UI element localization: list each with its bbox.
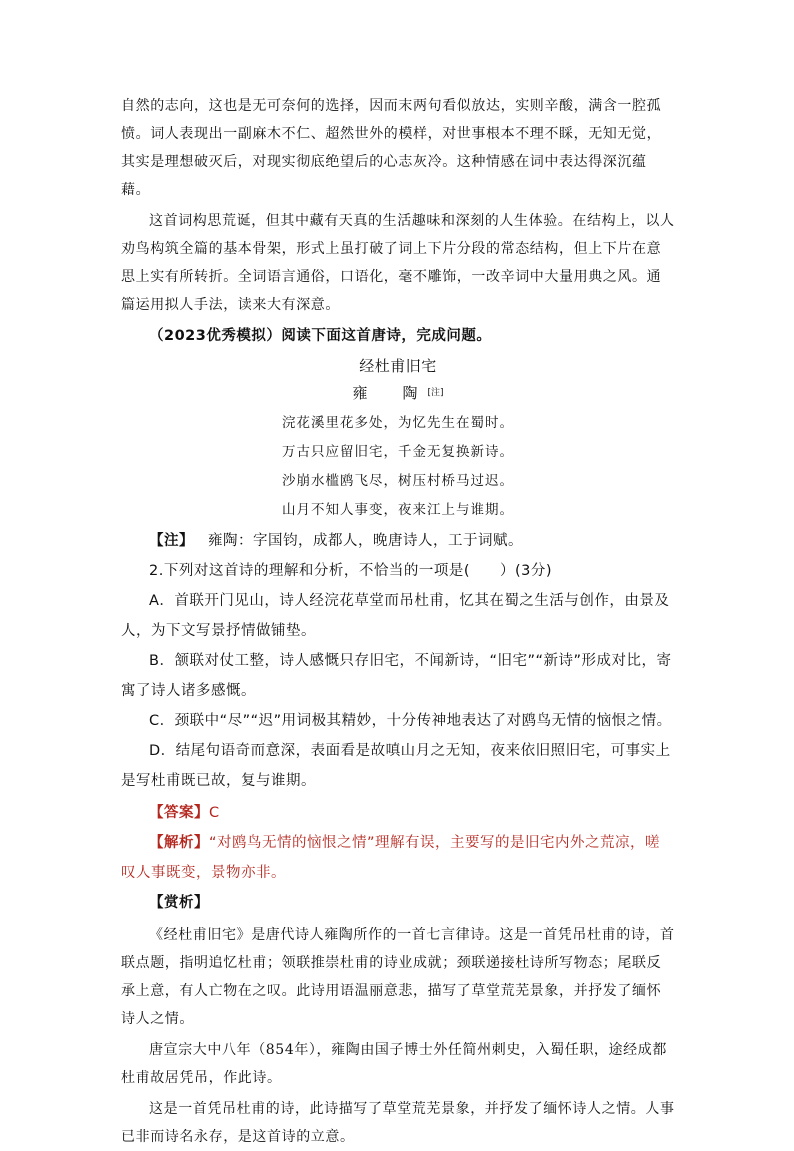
note-text: 雍陶：字国钧，成都人，晚唐诗人，工于词赋。 [208, 533, 523, 549]
analysis-text: “对鸥鸟无情的恼恨之情”理解有误，主要写的是旧宅内外之荒凉，嗟叹人事既变，景物亦非。 [121, 835, 661, 881]
poem-line-3: 沙崩水槛鸥飞尽，树压村桥马过迟。 [282, 473, 514, 489]
poem-author [121, 380, 675, 407]
answer-line [121, 798, 675, 828]
appreciation-paragraph-1: 《经杜甫旧宅》是唐代诗人雍陶所作的一首七言律诗。这是一首凭吊杜甫的诗，首联点题，指明追忆杜甫；领联推崇杜甫的诗业成就；颈联递接杜诗所写物态；尾联反承上意，有人亡物在之叹。此诗用语温丽意悲，描写了草堂荒芜景象，并抒发了缅怀诗人之情。 [121, 927, 675, 1027]
analysis-label: 【解析】 [149, 835, 209, 851]
poem-line-1: 浣花溪里花多处，为忆先生在蜀时。 [282, 415, 514, 431]
poem-line-2: 万古只应留旧宅，千金无复换新诗。 [282, 444, 514, 460]
answer-label: 【答案】 [149, 805, 209, 821]
analysis-line [121, 828, 675, 888]
note-label: 【注】 [149, 533, 194, 549]
question-header: （2023优秀模拟）阅读下面这首唐诗，完成问题。 [149, 328, 492, 344]
option-a: A．首联开门见山，诗人经浣花草堂而吊杜甫，忆其在蜀之生活与创作，由景及人，为下文写景抒情做铺垫。 [121, 593, 670, 639]
appreciation-label: 【赏析】 [149, 895, 209, 911]
page-content [121, 92, 675, 1151]
option-b: B．颔联对仗工整，诗人感慨只存旧宅，不闻新诗，“旧宅”“新诗”形成对比，寄寓了诗人诸多感慨。 [121, 653, 672, 699]
question-stem [121, 556, 675, 586]
question-stem-before: 2.下列对这首诗的理解和分析，不恰当的一项是( [149, 563, 470, 579]
intro-paragraph-2: 这首词构思荒诞，但其中藏有天真的生活趣味和深刻的人生体验。在结构上，以人劝鸟构筑全篇的基本骨架，形式上虽打破了词上下片分段的常态结构，但上下片在意思上实有所转折。全词语言通俗，口语化，毫不雕饰，一改辛词中大量用典之风。通篇运用拟人手法，读来大有深意。 [121, 213, 675, 313]
question-stem-after: ）(3分) [500, 563, 553, 579]
answer-value: C [209, 805, 220, 821]
option-d: D．结尾句语奇而意深，表面看是故嗔山月之无知，夜来依旧照旧宅，可事实上是写杜甫既已故，复与谁期。 [121, 743, 671, 789]
appreciation-paragraph-3: 这是一首凭吊杜甫的诗，此诗描写了草堂荒芜景象，并抒发了缅怀诗人之情。人事已非而诗名永存，是这首诗的立意。 [121, 1101, 675, 1145]
poem-line-4: 山月不知人事变，夜来江上与谁期。 [282, 502, 514, 518]
poem-author-note-tag: [注] [427, 388, 444, 398]
poem-title: 经杜甫旧宅 [359, 357, 437, 375]
appreciation-paragraph-2: 唐宣宗大中八年（854年），雍陶由国子博士外任简州刺史，入蜀任职，途经成都杜甫故居凭吊，作此诗。 [121, 1042, 667, 1086]
poem-author-name: 雍 陶 [352, 384, 428, 402]
intro-paragraph-1: 自然的志向，这也是无可奈何的选择，因而末两句看似放达，实则辛酸，满含一腔孤愤。词人表现出一副麻木不仁、超然世外的模样，对世事根本不理不睬，无知无觉，其实是理想破灭后，对现实彻底绝望后的心志灰冷。这种情感在词中表达得深沉蕴藉。 [121, 98, 662, 198]
option-c: C．颈联中“尽”“迟”用词极其精妙，十分传神地表达了对鸥鸟无情的恼恨之情。 [149, 713, 672, 729]
note-line [121, 526, 675, 556]
